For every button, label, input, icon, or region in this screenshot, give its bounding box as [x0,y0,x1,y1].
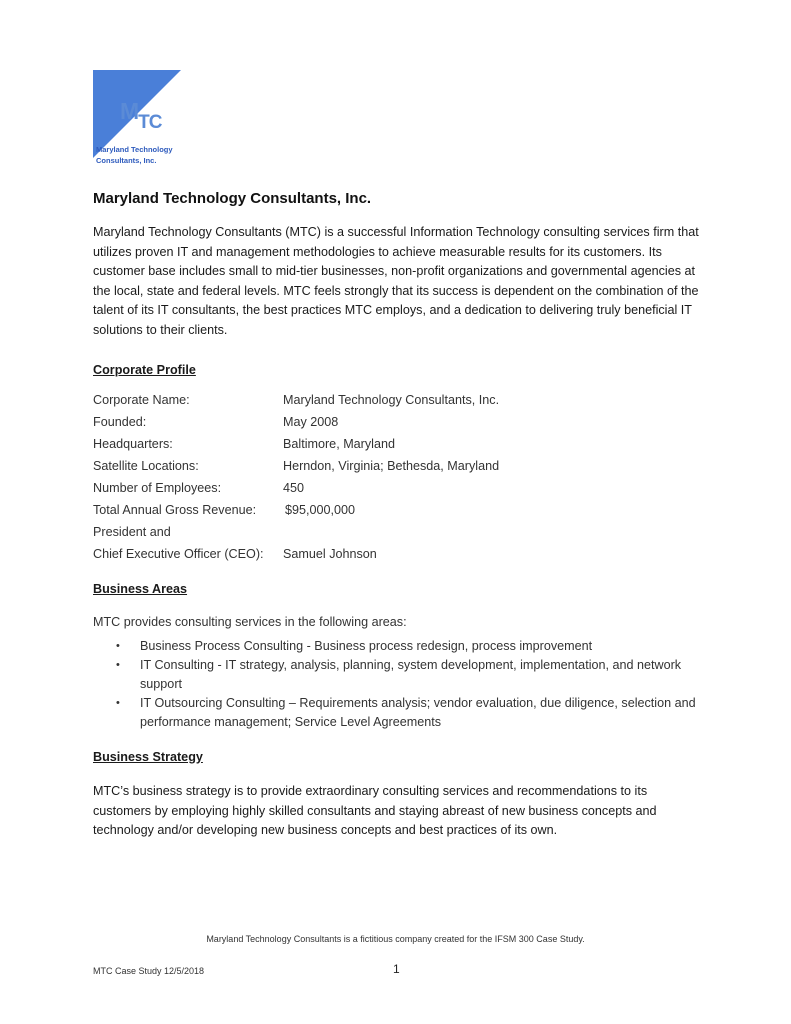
corporate-profile-title: Corporate Profile [93,363,196,377]
business-areas-list [93,637,703,732]
logo-mark: $M_{TC}$ [120,98,162,133]
business-areas-intro: MTC provides consulting services in the following areas: [93,615,407,629]
page-number: 1 [393,962,400,976]
business-strategy-title: Business Strategy [93,750,203,764]
list-item: • IT Consulting - IT strategy, analysis, planning, system development, implementation, and network support [93,656,703,694]
footer-case-study-date: MTC Case Study 12/5/2018 [93,966,205,976]
business-areas-title: Business Areas [93,582,188,596]
business-strategy-paragraph: MTC’s business strategy is to provide extraordinary consulting services and recommendations to its customers by employing highly skilled consultants and staying abreast of new business concepts and technology and/or developing new business concepts and best practices of its own. [93,784,657,837]
intro-paragraph: Maryland Technology Consultants (MTC) is a successful Information Technology consulting services firm that utilizes proven IT and management methodologies to achieve measurable results for its customers. Its customer base includes small to mid-tier businesses, non-profit organizations and governmental agencies at the local, state and federal levels. MTC feels strongly that its success is dependent on the combination of the talent of its IT consultants, the best practices MTC employs, and a dedication to delivering truly beneficial IT solutions to their clients. [93,225,699,337]
page-title: Maryland Technology Consultants, Inc. [93,190,372,207]
company-logo [93,70,203,170]
footer-disclaimer: Maryland Technology Consultants is a fictitious company created for the IFSM 300 Case Study. [206,934,585,944]
list-item: • IT Outsourcing Consulting – Requirements analysis; vendor evaluation, due diligence, selection and performance management; Service Level Agreements [93,694,703,732]
logo-company-name: Maryland Technology Consultants, Inc. [96,145,173,165]
list-item: • Business Process Consulting - Business process redesign, process improvement [93,637,703,656]
